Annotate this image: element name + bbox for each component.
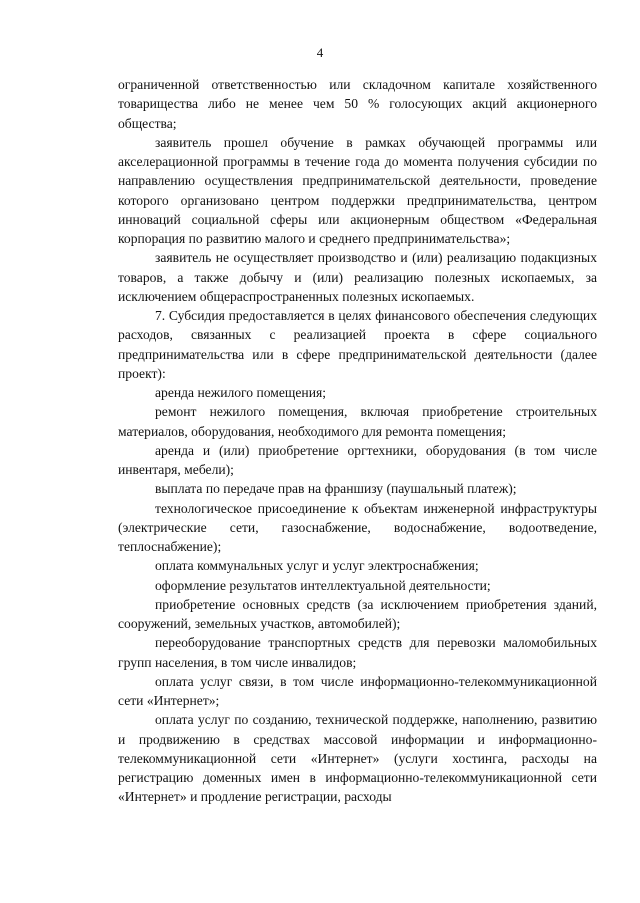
document-body (118, 75, 597, 807)
list-item: оплата коммунальных услуг и услуг электроснабжения; (155, 558, 479, 574)
page-number: 4 (316, 45, 324, 60)
list-item: аренда и (или) приобретение оргтехники, оборудования (в том числе инвентаря, мебели); (118, 442, 597, 477)
list-item: технологическое присоединение к объектам инженерной инфраструктуры (электрические сети, газоснабжение, водоснабжение, водоотведение, теплоснабжение); (118, 500, 597, 554)
paragraph: ограниченной ответственностью или складочном капитале хозяйственного товарищества либо не менее чем 50 % голосующих акций акционерного общества; (118, 77, 597, 131)
paragraph: 7. Субсидия предоставляется в целях финансового обеспечения следующих расходов, связанных с реализацией проекта в сфере социального предпринимательства или в сфере предпринимательской деятельности (далее проект): (118, 308, 597, 381)
list-item: оплата услуг по созданию, технической поддержке, наполнению, развитию и продвижению в средствах массовой информации и информационно-телекоммуникационной сети «Интернет» (услуги хостинга, расходы на регистрацию доменных имен в информационно-телекоммуникационной сети «Интернет» и продление регистрации, расходы (118, 712, 597, 805)
list-item: оформление результатов интеллектуальной деятельности; (155, 577, 491, 593)
list-item: оплата услуг связи, в том числе информационно-телекоммуникационной сети «Интернет»; (118, 673, 597, 708)
list-item: выплата по передаче прав на франшизу (паушальный платеж); (155, 481, 517, 497)
list-item: переоборудование транспортных средств для перевозки маломобильных групп населения, в том числе инвалидов; (118, 635, 597, 670)
paragraph: заявитель не осуществляет производство и (или) реализацию подакцизных товаров, а также добычу и (или) реализацию полезных ископаемых, за исключением общераспространенных полезных ископаемых. (118, 250, 597, 304)
list-item: ремонт нежилого помещения, включая приобретение строительных материалов, оборудования, необходимого для ремонта помещения; (118, 404, 597, 439)
paragraph: заявитель прошел обучение в рамках обучающей программы или акселерационной программы в течение года до момента получения субсидии по направлению осуществления предпринимательской деятельности, проведение которого организовано центром поддержки предпринимательства, центром инноваций социальной сферы или акционерным обществом «Федеральная корпорация по развитию малого и среднего предпринимательства»; (118, 134, 597, 246)
list-item: приобретение основных средств (за исключением приобретения зданий, сооружений, земельных участков, автомобилей); (118, 596, 597, 631)
list-item: аренда нежилого помещения; (155, 385, 327, 400)
